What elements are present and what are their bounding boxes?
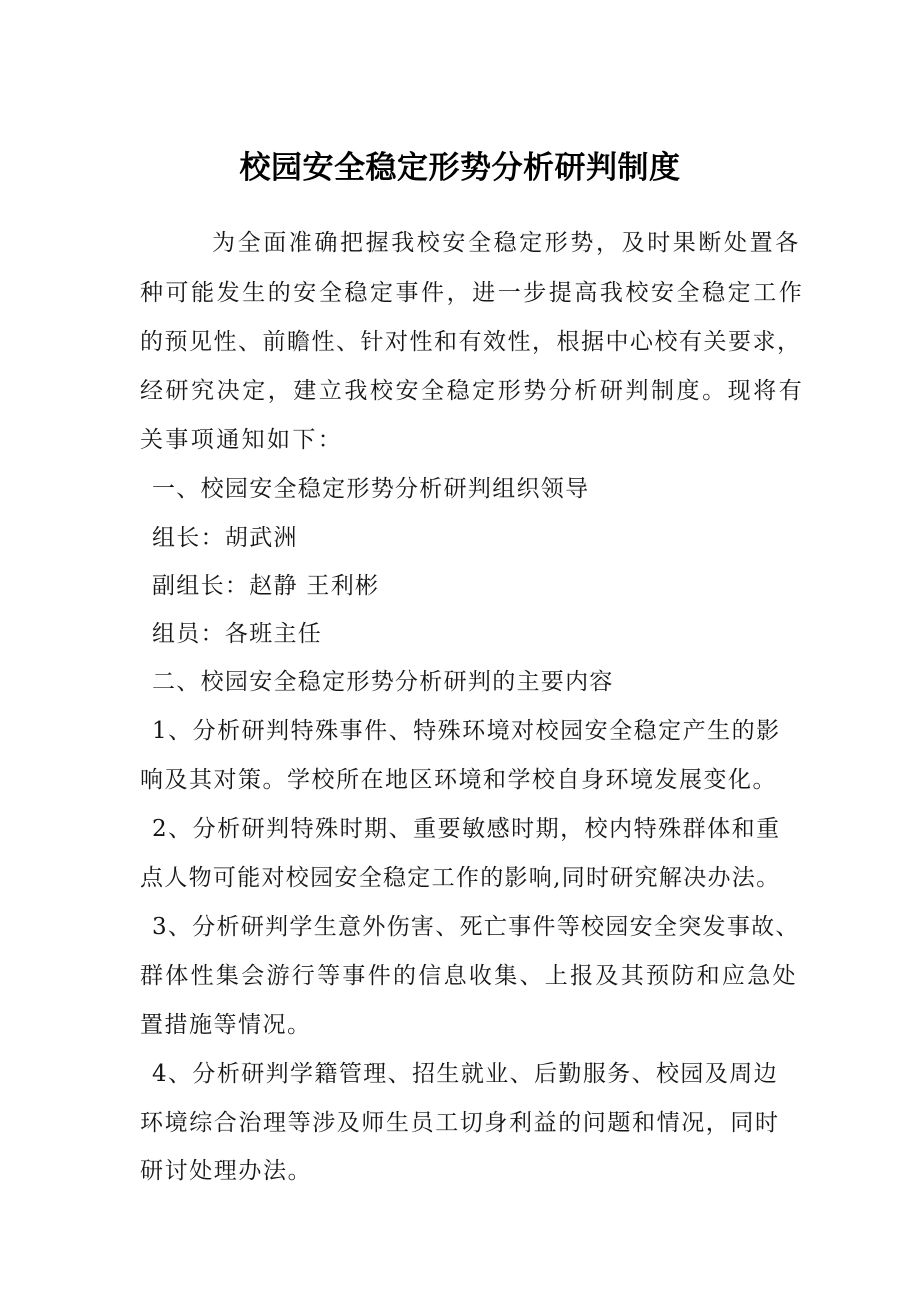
paragraph-line: 环境综合治理等涉及师生员工切身利益的问题和情况，同时: [140, 1110, 780, 1136]
paragraph-line: 置措施等情况。: [140, 1012, 312, 1038]
paragraph-line: 关事项通知如下：: [140, 427, 344, 453]
members-line: 组员：各班主任: [152, 621, 323, 647]
paragraph-line: 4、分析研判学籍管理、招生就业、后勤服务、校园及周边: [152, 1061, 779, 1087]
paragraph-line: 研讨处理办法。: [140, 1158, 313, 1184]
paragraph-line: 1、分析研判特殊事件、特殊环境对校园安全稳定产生的影: [152, 718, 781, 744]
paragraph-line: 2、分析研判特殊时期、重要敏感时期，校内特殊群体和重: [152, 816, 781, 842]
deputy-leader-line: 副组长：赵静 王利彬: [152, 573, 380, 599]
paragraph-line: 经研究决定，建立我校安全稳定形势分析研判制度。现将有: [140, 378, 805, 404]
team-leader-line: 组长：胡武洲: [152, 525, 298, 551]
paragraph-line: 3、分析研判学生意外伤害、死亡事件等校园安全突发事故、: [152, 914, 800, 940]
paragraph-line: 为全面准确把握我校安全稳定形势，及时果断处置各: [212, 230, 801, 256]
document-title: 校园安全稳定形势分析研判制度: [239, 150, 681, 186]
paragraph-line: 群体性集会游行等事件的信息收集、上报及其预防和应急处: [140, 963, 798, 989]
paragraph-line: 响及其对策。学校所在地区环境和学校自身环境发展变化。: [140, 767, 777, 793]
section-heading: 二、校园安全稳定形势分析研判的主要内容: [152, 669, 614, 695]
section-heading: 一、校园安全稳定形势分析研判组织领导: [152, 476, 590, 502]
paragraph-line: 的预见性、前瞻性、针对性和有效性，根据中心校有关要求，: [140, 329, 802, 355]
paragraph-line: 点人物可能对校园安全稳定工作的影响,同时研究解决办法。: [140, 865, 781, 891]
paragraph-line: 种可能发生的安全稳定事件，进一步提高我校安全稳定工作: [140, 280, 805, 306]
